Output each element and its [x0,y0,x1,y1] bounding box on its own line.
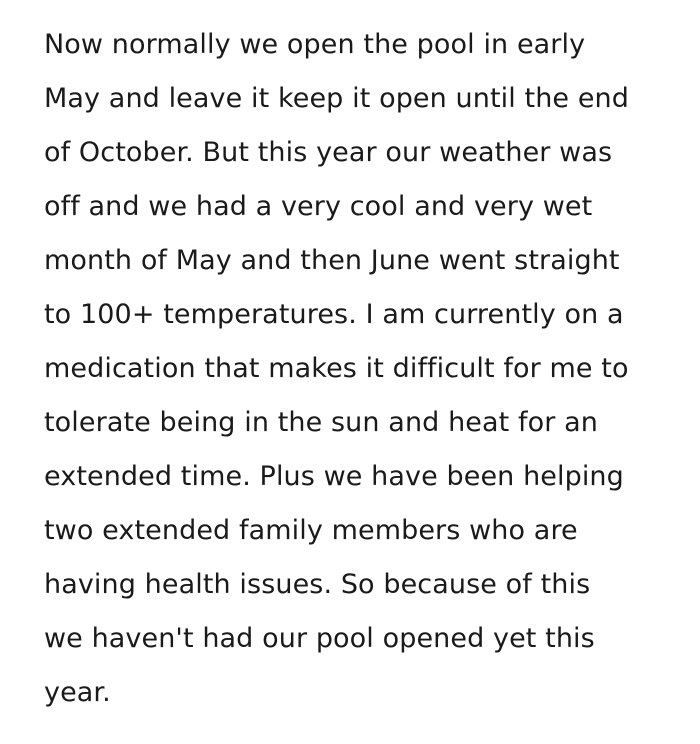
paragraph-line: year. [44,677,111,708]
paragraph-line: tolerate being in the sun and heat for an [44,407,598,438]
story-paragraph [44,18,684,720]
paragraph-line: May and leave it keep it open until the end [44,83,629,114]
paragraph-line: having health issues. So because of this [44,569,591,600]
paragraph-line: to 100+ temperatures. I am currently on a [44,299,624,330]
paragraph-line: two extended family members who are [44,515,578,546]
paragraph-line: we haven't had our pool opened yet this [44,623,595,654]
paragraph-line: extended time. Plus we have been helping [44,461,624,492]
paragraph-line: off and we had a very cool and very wet [44,191,593,222]
paragraph-line: of October. But this year our weather was [44,137,613,168]
paragraph-line: medication that makes it difficult for me to [44,353,629,384]
paragraph-line: Now normally we open the pool in early [44,29,586,60]
paragraph-line: month of May and then June went straight [44,245,620,276]
